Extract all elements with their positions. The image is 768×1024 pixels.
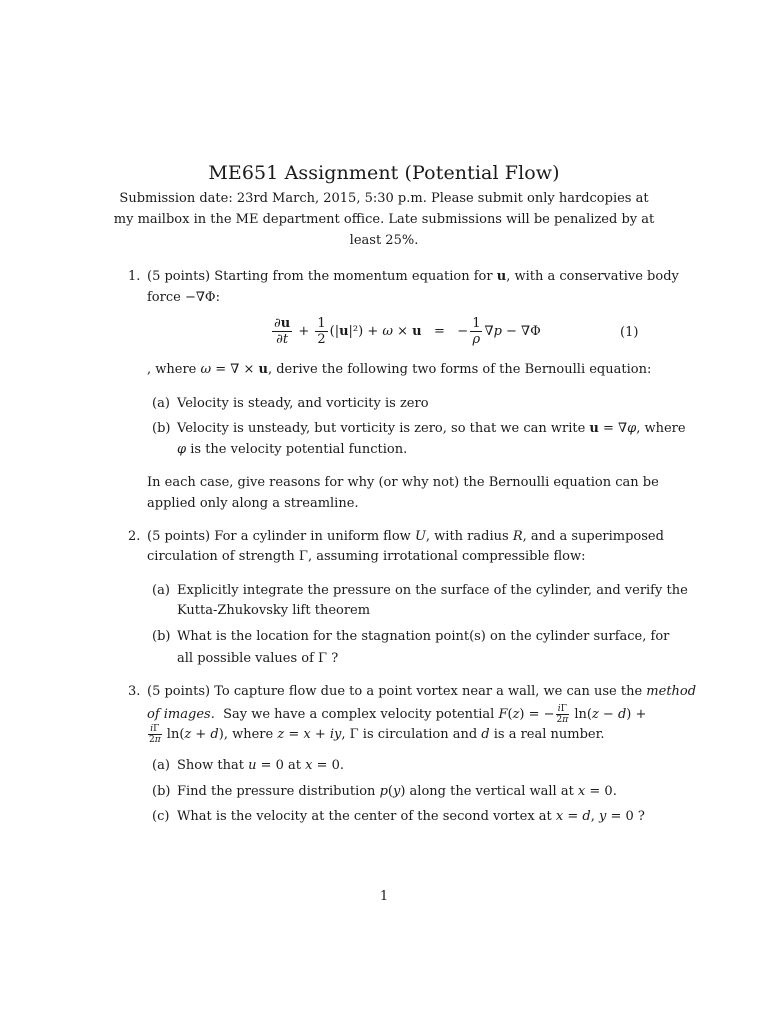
q3b-text: Find the pressure distribution p(y) along the vertical wall at x = 0. (177, 784, 617, 799)
q2-number: 2. (128, 529, 141, 544)
submission-info: Submission date: 23rd March, 2015, 5:30 p.m. Please submit only hardcopies at my mailbox in the ME department office. Late submissions will be penalized by at least 25%. (113, 191, 655, 248)
q3-line1: (5 points) To capture flow due to a point vortex near a wall, we can use the method (147, 684, 697, 699)
page-title: ME651 Assignment (Potential Flow) (208, 162, 560, 184)
q3-line3: $\frac{i\Gamma}{2\pi}$ ln(z + d), where z = x + iy, Γ is circulation and d is a real number. (149, 724, 605, 745)
q2b-label: (b) (152, 629, 171, 644)
q1b-line2: φ is the velocity potential function. (177, 442, 408, 457)
q3-line2: of images. Say we have a complex velocity potential F(z) = − $\frac{i\Gamma}{2\pi}$ ln(z − d) + (147, 704, 647, 725)
q2b-line2: all possible values of Γ ? (177, 651, 339, 666)
q1-each-line1: In each case, give reasons for why (or why not) the Bernoulli equation can be (147, 475, 659, 490)
q1-number: 1. (128, 269, 141, 284)
q1-text-line2: force −∇Φ: (147, 290, 220, 305)
q2-line1: (5 points) For a cylinder in uniform flow U, with radius R, and a superimposed (147, 529, 664, 544)
q2a-label: (a) (152, 583, 170, 598)
q2-line2: circulation of strength Γ, assuming irrotational compressible flow: (147, 549, 586, 564)
q1b-line1: Velocity is unsteady, but vorticity is zero, so that we can write u = ∇φ, where (177, 421, 686, 436)
q1-text-line1: (5 points) Starting from the momentum equation for u, with a conservative body (147, 269, 679, 284)
q2b-line1: What is the location for the stagnation point(s) on the cylinder surface, for (177, 629, 670, 644)
q3b-label: (b) (152, 784, 171, 799)
q1-each-line2: applied only along a streamline. (147, 496, 359, 511)
q3c-text: What is the velocity at the center of the second vortex at x = d, y = 0 ? (177, 809, 645, 824)
q3a-label: (a) (152, 758, 170, 773)
q1a-label: (a) (152, 396, 170, 411)
q3-number: 3. (128, 684, 141, 699)
equation-number: (1) (620, 325, 639, 340)
page-number: 1 (379, 889, 389, 904)
q1-after-equation: , where ω = ∇ × u, derive the following two forms of the Bernoulli equation: (147, 362, 652, 377)
q3a-text: Show that u = 0 at x = 0. (177, 758, 345, 773)
q1b-label: (b) (152, 421, 171, 436)
q1a-text: Velocity is steady, and vorticity is zero (177, 396, 429, 411)
q2a-line2: Kutta-Zhukovsky lift theorem (177, 603, 371, 618)
momentum-equation: $\frac{\partial u}{\partial t}$ + $\frac{1}{2}$ (|u|²) + ω × u = − $\frac{1}{\rho}$ ∇p − ∇Φ (274, 316, 541, 347)
q2a-line1: Explicitly integrate the pressure on the surface of the cylinder, and verify the (177, 583, 688, 598)
q3c-label: (c) (152, 809, 170, 824)
